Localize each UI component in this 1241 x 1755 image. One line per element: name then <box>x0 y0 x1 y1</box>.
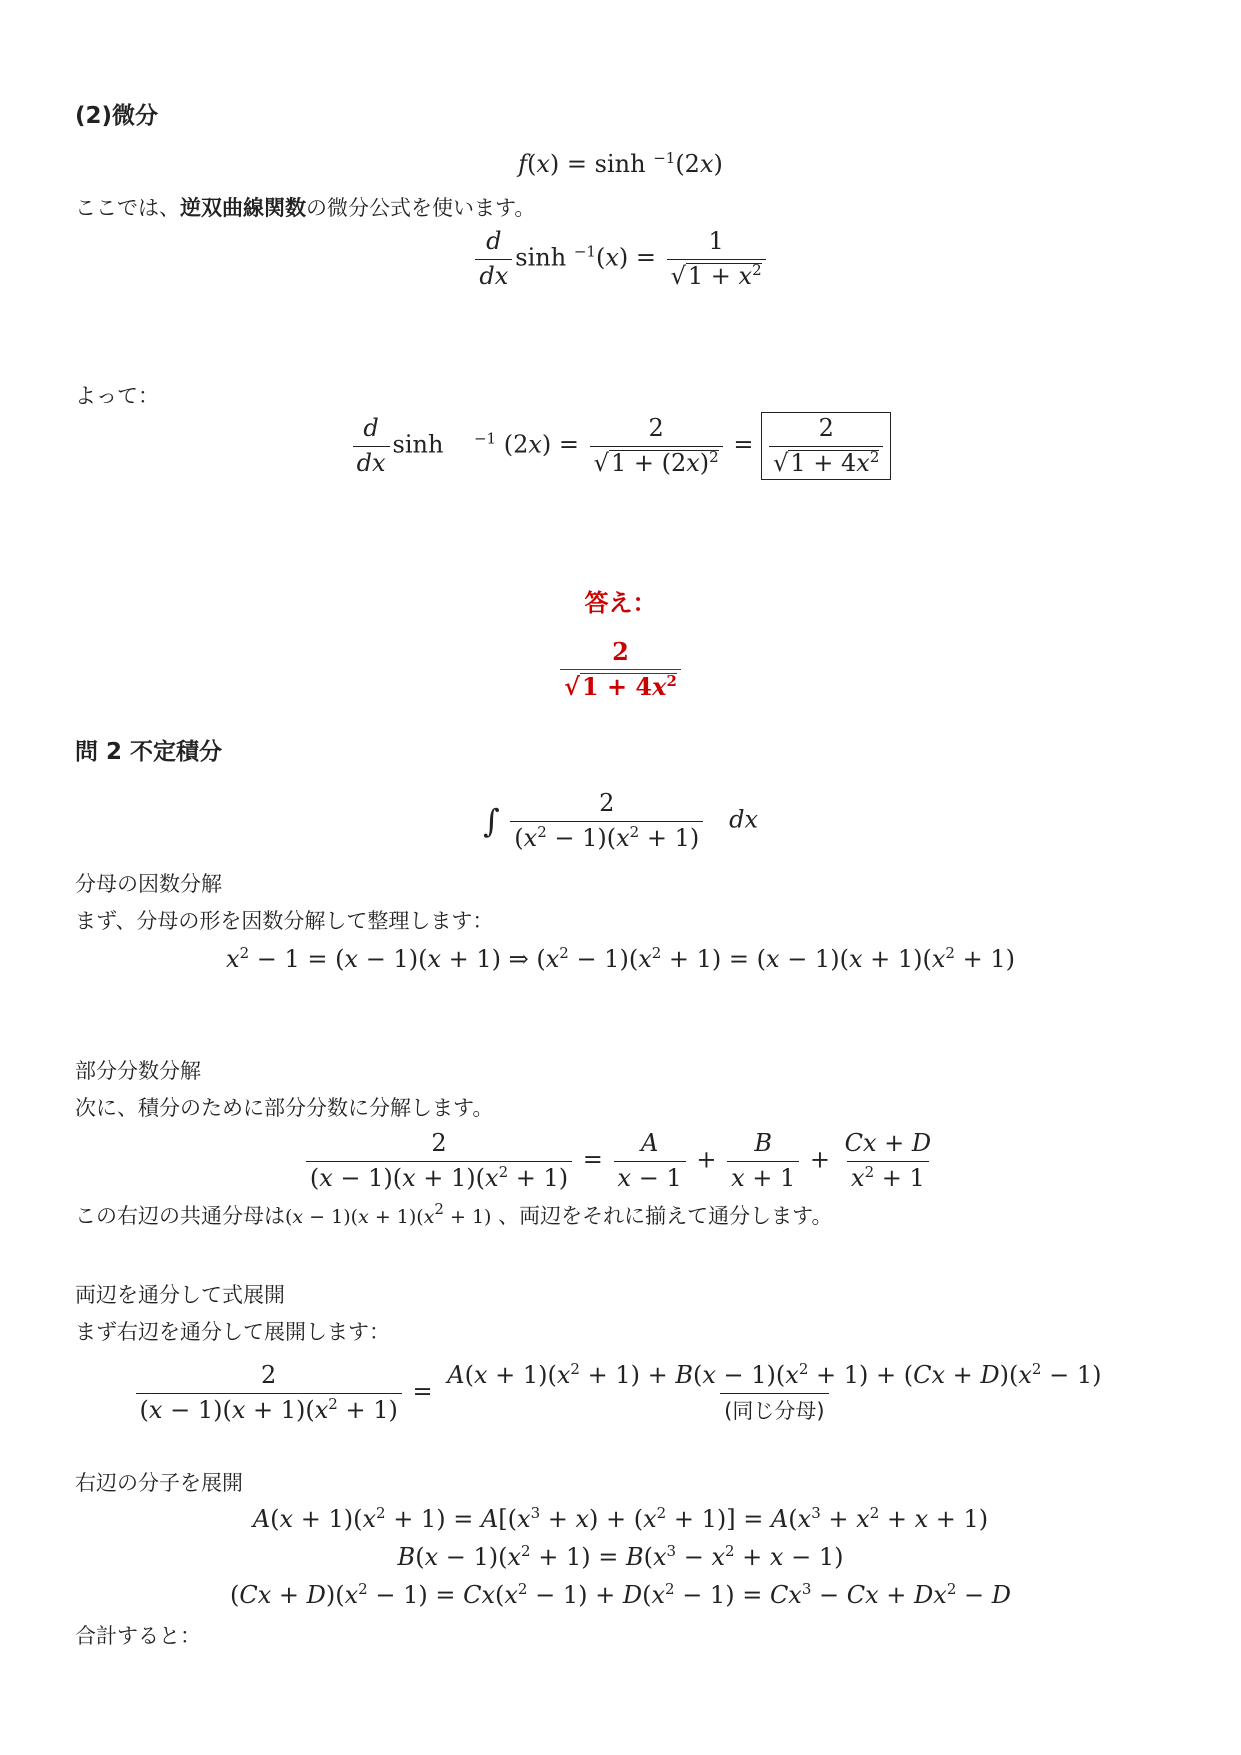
total-text: 合計すると： <box>75 1624 201 1648</box>
equation-expand-a: $A(x + 1)(x^2 + 1) = A[(x^3 + x) + (x^2 + 1)] = A(x^3 + x^2 + x + 1)$ <box>252 1504 989 1533</box>
equation-expansion: $\frac{2}{(x - 1)(x + 1)(x^2 + 1)}$ = $\frac{A(x + 1)(x^2 + 1) + B(x - 1)(x^2 + 1) + (Cx + D)(x^2 - 1)}{\text{(同じ分母)}}$ <box>0 1362 1241 1424</box>
answer-fraction: $\frac{2}{√1 + 4x^2}$ <box>0 638 1241 700</box>
subheading-factorization: 分母の因数分解 <box>75 872 222 896</box>
equation-integral: ∫ $\frac{2}{(x^2 - 1)(x^2 + 1)}$ dx <box>482 789 759 852</box>
answer-label: 答え： <box>584 589 657 617</box>
note-prefix: この右辺の共通分母は <box>75 1204 285 1228</box>
equation-derivative-result: $\frac{d}{dx}$ sinh $^{-1}$ (2x) = $\frac{2}{√1 + (2x)^2}$ = $\frac{2}{√1 + 4x^2}$ <box>0 412 1241 480</box>
intro-bold-term: 逆双曲線関数 <box>180 196 306 220</box>
equation-factorization: $x^2 - 1 = (x - 1)(x + 1)$ ⇒ $(x^2 - 1)(x^2 + 1) = (x - 1)(x + 1)(x^2 + 1)$ <box>226 944 1015 973</box>
same-denominator-label: (同じ分母) <box>724 1398 825 1423</box>
boxed-result: $\frac{2}{√1 + 4x^2}$ <box>761 412 891 480</box>
common-denominator-text: まず右辺を通分して展開します： <box>75 1320 390 1344</box>
subheading-common-denominator: 両辺を通分して式展開 <box>75 1283 285 1307</box>
equation-derivative-formula: $\frac{d}{dx}$ sinh $^{-1}$(x) = $\frac{1}{√1 + x^2}$ <box>0 228 1241 290</box>
section-heading-derivative: (2)微分 <box>75 103 159 129</box>
factorization-text: まず、分母の形を因数分解して整理します： <box>75 909 494 933</box>
equation-partial-fractions: $\frac{2}{(x - 1)(x + 1)(x^2 + 1)}$ = $\frac{A}{x - 1}$ + $\frac{B}{x + 1}$ + $\frac{Cx + D}{x^2 + 1}$ <box>0 1130 1241 1192</box>
note-suffix: 、両辺をそれに揃えて通分します。 <box>498 1204 833 1228</box>
subheading-partial-fractions: 部分分数分解 <box>75 1059 201 1083</box>
partial-fractions-text: 次に、積分のために部分分数に分解します。 <box>75 1096 494 1120</box>
equation-expand-cd: $(Cx + D)(x^2 - 1) = Cx(x^2 - 1) + D(x^2 - 1) = Cx^3 - Cx + Dx^2 - D$ <box>229 1580 1011 1609</box>
intro-prefix: ここでは、 <box>75 196 180 220</box>
therefore-text: よって： <box>75 384 159 408</box>
subheading-expand-numerator: 右辺の分子を展開 <box>75 1471 243 1495</box>
common-denominator-note: この右辺の共通分母は$(x - 1)(x + 1)(x^2 + 1)$ 、両辺をそれに揃えて通分します。 <box>75 1200 833 1228</box>
equation-expand-b: $B(x - 1)(x^2 + 1) = B(x^3 - x^2 + x - 1)$ <box>397 1542 844 1571</box>
section-heading-integral: 問 2 不定積分 <box>75 739 223 765</box>
intro-suffix: の微分公式を使います。 <box>306 196 536 220</box>
intro-text <box>75 192 535 222</box>
equation-function-definition: f(x) = sinh $^{-1}$(2x) <box>518 149 723 178</box>
